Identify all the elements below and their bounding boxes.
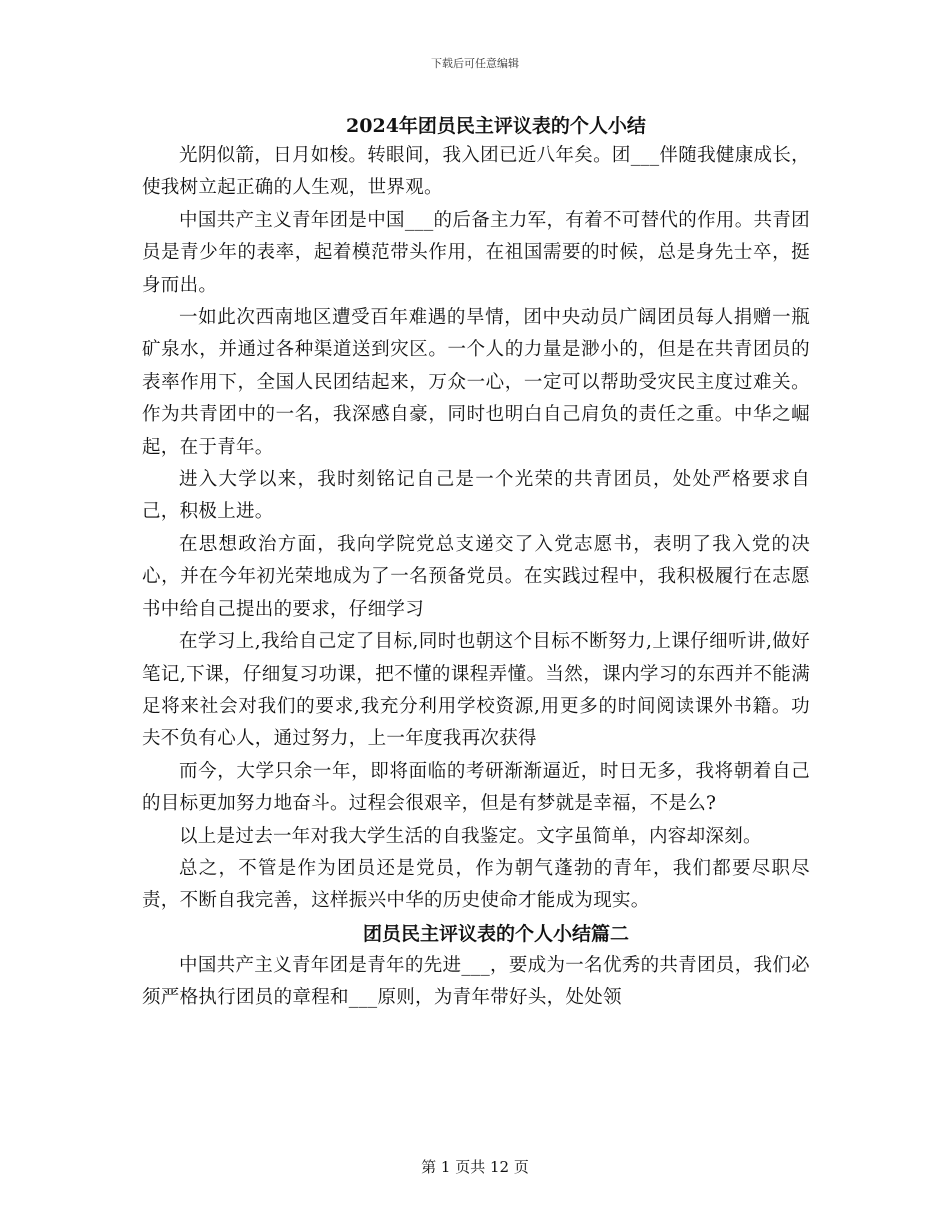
paragraph: 在学习上,我给自己定了目标,同时也朝这个目标不断努力,上课仔细听讲,做好笔记,下课，仔细复习功课，把不懂的课程弄懂。当然，课内学习的东西并不能满足将来社会对我们的要求,我充分利用学校资源,用更多的时间阅读课外书籍。功夫不负有心人，通过努力，上一年度我再次获得 [142,631,810,750]
paragraph: 光阴似箭，日月如梭。转眼间，我入团已近八年矣。团___伴随我健康成长，使我树立起正确的人生观，世界观。 [142,145,810,199]
page-header-note: 下载后可任意编辑 [431,57,519,70]
document-title: 2024年团员民主评议表的个人小结 [346,115,646,137]
paragraph: 中国共产主义青年团是中国___的后备主力军，有着不可替代的作用。共青团员是青少年的表率，起着模范带头作用，在祖国需要的时候，总是身先士卒，挺身而出。 [142,209,810,296]
paragraph: 而今，大学只余一年，即将面临的考研渐渐逼近，时日无多，我将朝着自己的目标更加努力地奋斗。过程会很艰辛，但是有梦就是幸福，不是么? [142,760,810,815]
document-body [142,112,810,1015]
paragraph: 进入大学以来，我时刻铭记自己是一个光荣的共青团员，处处严格要求自己，积极上进。 [142,469,810,523]
page-number-footer: 第 1 页共 12 页 [421,1158,529,1176]
paragraph: 在思想政治方面，我向学院党总支递交了入党志愿书，表明了我入党的决心，并在今年初光荣地成为了一名预备党员。在实践过程中，我积极履行在志愿书中给自己提出的要求，仔细学习 [142,533,810,620]
section-title: 团员民主评议表的个人小结篇二 [362,922,629,945]
paragraph: 总之，不管是作为团员还是党员，作为朝气蓬勃的青年，我们都要尽职尽责，不断自我完善，这样振兴中华的历史使命才能成为现实。 [142,857,810,912]
paragraph: 中国共产主义青年团是青年的先进___，要成为一名优秀的共青团员，我们必须严格执行团员的章程和___原则，为青年带好头，处处领 [142,954,810,1009]
paragraph: 一如此次西南地区遭受百年难遇的旱情，团中央动员广阔团员每人捐赠一瓶矿泉水，并通过各种渠道送到灾区。一个人的力量是渺小的，但是在共青团员的表率作用下，全国人民团结起来，万众一心，一定可以帮助受灾民主度过难关。作为共青团中的一名，我深感自豪，同时也明白自己肩负的责任之重。中华之崛起，在于青年。 [142,307,810,458]
paragraph: 以上是过去一年对我大学生活的自我鉴定。文字虽简单，内容却深刻。 [179,825,762,847]
